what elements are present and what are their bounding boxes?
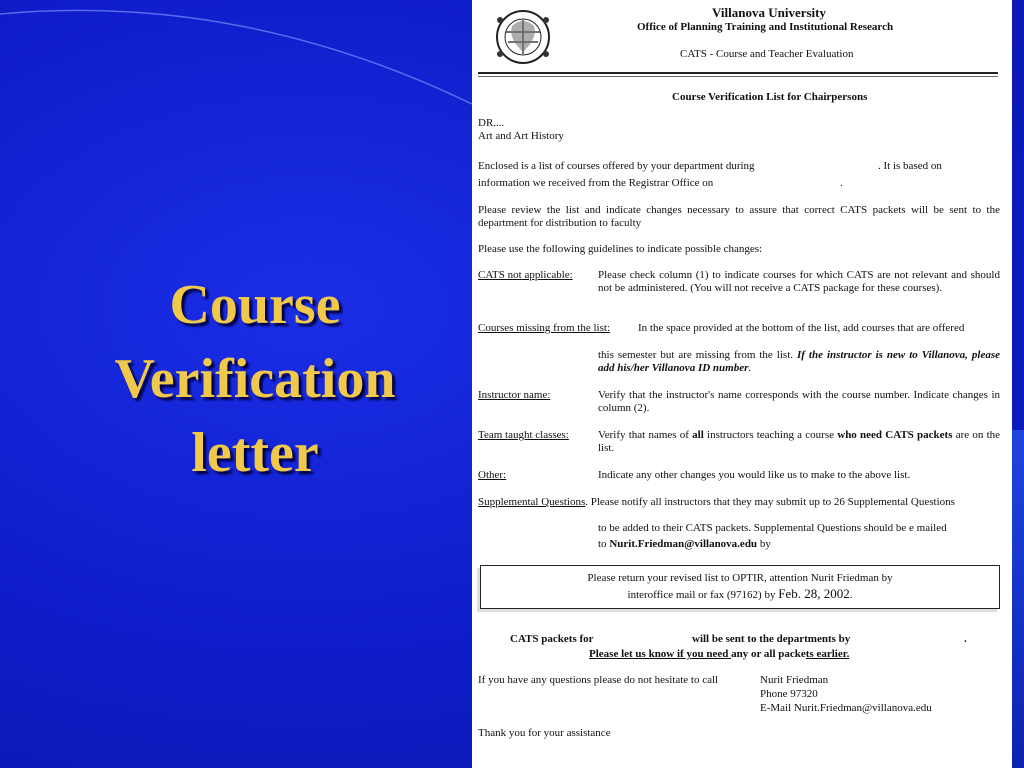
- guideline-text: to be added to their CATS packets. Supplemental Questions should be e mailed: [598, 522, 947, 534]
- guideline-text: [598, 429, 1000, 455]
- closing-text: Thank you for your assistance: [478, 727, 611, 739]
- guideline-emphasis: If the instructor is new to Villanova, please add his/her Villanova ID number: [598, 349, 1000, 374]
- email-link[interactable]: Nurit.Friedman@villanova.edu: [609, 538, 758, 550]
- contact-intro: If you have any questions please do not hesitate to call: [478, 674, 719, 686]
- guideline-label: CATS not applicable:: [478, 269, 573, 281]
- guideline-text: [598, 349, 1000, 375]
- guideline-text: are on the list.: [598, 429, 1001, 454]
- deadline-date: Feb. 28, 2002: [778, 586, 850, 601]
- guideline-emphasis: all: [692, 429, 704, 441]
- guideline-text: [598, 538, 1000, 551]
- packets-text: ts earlier.: [805, 648, 850, 660]
- title-line: Verification: [114, 348, 396, 410]
- box-text: .: [849, 589, 853, 601]
- guideline-label: Team taught classes:: [478, 429, 569, 441]
- intro-text: Enclosed is a list of courses offered by your department during: [478, 160, 755, 172]
- university-name: Villanova University: [712, 5, 826, 20]
- guideline-text: Please check column (1) to indicate courses for which CATS are not relevant and should not be administered. (You will not receive a CATS package for these courses).: [598, 269, 1000, 294]
- office-name: Office of Planning Training and Institutional Research: [637, 21, 894, 33]
- guideline-text: instructors teaching a course: [707, 429, 835, 441]
- packets-text: .: [964, 633, 967, 645]
- guideline-text: to: [598, 538, 607, 550]
- contact-phone: Phone 97320: [760, 688, 818, 700]
- contact-email[interactable]: E-Mail Nurit.Friedman@villanova.edu: [760, 702, 932, 714]
- title-line: letter: [191, 422, 319, 484]
- program-name: CATS - Course and Teacher Evaluation: [680, 48, 854, 60]
- box-text: interoffice mail or fax (97162) by: [627, 589, 776, 601]
- guideline-text: In the space provided at the bottom of the list, add courses that are offered: [638, 322, 965, 334]
- review-paragraph: Please review the list and indicate changes necessary to assure that correct CATS packets will be sent to the department for distribution to faculty: [478, 204, 1000, 229]
- university-seal-icon: [492, 8, 554, 66]
- recipient-line: DR....: [478, 117, 505, 129]
- guideline-text: . Please notify all instructors that they may submit up to 26 Supplemental Questions: [585, 496, 955, 508]
- guideline-text: by: [759, 538, 771, 550]
- box-text: Please return your revised list to OPTIR, attention Nurit Friedman by: [587, 572, 893, 584]
- intro-text: information we received from the Registrar Office on: [478, 177, 714, 189]
- header-rule: [478, 72, 998, 74]
- box-text: [481, 587, 999, 602]
- recipient-line: Art and Art History: [478, 130, 564, 142]
- guideline-label: Courses missing from the list:: [478, 322, 610, 334]
- contact-name: Nurit Friedman: [760, 674, 829, 686]
- packets-text: CATS packets for: [510, 633, 594, 645]
- guideline-label: Supplemental Questions: [478, 496, 586, 508]
- intro-text: . It is based on: [878, 160, 942, 172]
- guideline-text: .: [748, 362, 752, 374]
- guideline-text: Verify that the instructor's name corresponds with the course number. Indicate changes in column (2).: [598, 389, 1000, 414]
- guideline-label: Other:: [478, 469, 507, 481]
- guideline-text: this semester but are missing from the list.: [598, 349, 794, 361]
- guideline-supplemental: [478, 496, 1000, 509]
- packets-text: Please let us know if you need: [589, 648, 732, 660]
- packets-text: will be sent to the departments by: [692, 633, 851, 645]
- header-rule: [478, 76, 998, 77]
- guideline-text: Indicate any other changes you would like us to make to the above list.: [598, 469, 911, 481]
- letter-heading: Course Verification List for Chairpersons: [672, 91, 868, 103]
- title-line: Course: [169, 274, 341, 336]
- return-instructions-box: [480, 565, 1000, 609]
- guideline-label: Instructor name:: [478, 389, 551, 401]
- guideline-text: Verify that names of: [598, 429, 689, 441]
- decorative-stripe: [1012, 430, 1024, 768]
- intro-text: .: [840, 177, 843, 189]
- slide-title: [40, 268, 470, 490]
- guidelines-intro: Please use the following guidelines to indicate possible changes:: [478, 243, 763, 255]
- guideline-emphasis: who need CATS packets: [837, 429, 953, 441]
- letter-document: [472, 0, 1012, 768]
- packets-text: any or all packe: [731, 648, 806, 660]
- packets-request: [589, 648, 849, 661]
